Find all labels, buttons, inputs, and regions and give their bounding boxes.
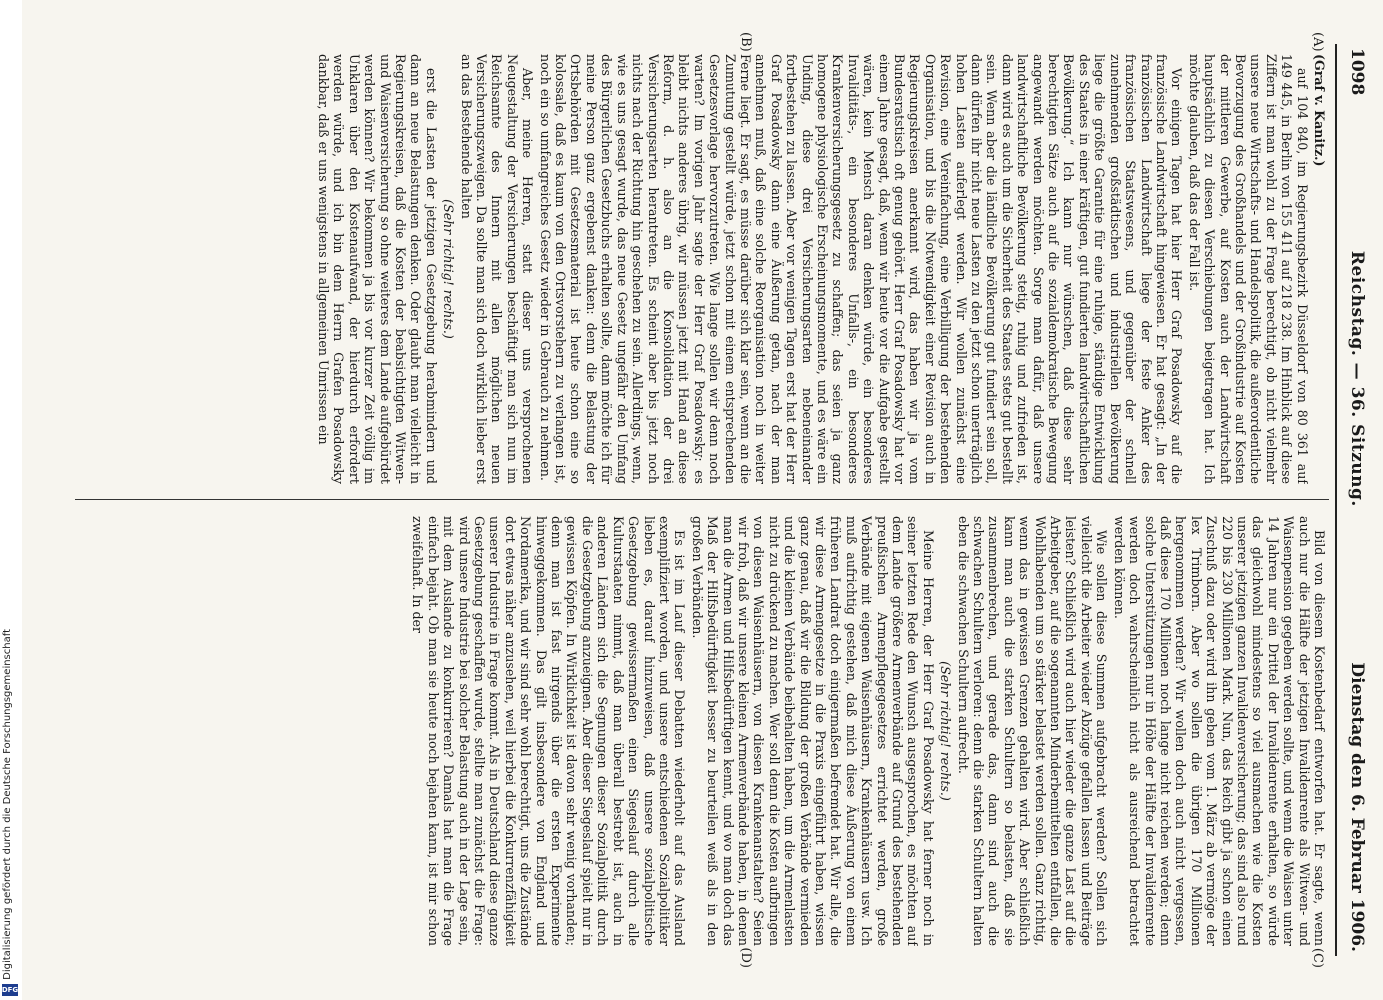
paragraph: Wie sollen diese Summen aufgebracht werden? Sollen sich vielleicht die Arbeiter wieder Abzüge gefallen lassen und Beiträge leisten? Schließlich wird auch hier wieder die ganze Last auf die Arbeitgeber, auf die sogenannten Minderbemittelten entfallen, die Wohlhabenden um so stärker belastet werden sollen. Ganz richtig, wenn das in gewissen Grenzen gehalten wird. Aber schließlich kann man auch die starken Schultern so belasten, daß sie zusammenbrechen, und gerade das, dann sind auch die schwachen Schultern verloren: denn die starken Schultern halten eben die schwachen Schultern aufrecht. xyxy=(955,516,1110,946)
page-header xyxy=(1339,48,1367,952)
margin-marker-a: (A) xyxy=(1310,32,1325,52)
header-rule xyxy=(1335,44,1337,956)
interjection: (Sehr richtig! rechts.) xyxy=(441,199,457,339)
left-column xyxy=(75,54,1327,484)
page-title: Reichstag. — 36. Sitzung. xyxy=(1347,250,1367,507)
paragraph: erst die Lasten der jetzigen Gesetzgebung herabmindern und dann an neue Belastungen denken. Oder glaubt man vielleicht in Regierungskreisen, daß die Kosten der beabsichtigten Witwen- und Waisenversicherung so ohne weiteres dem Lande aufgebürdet werden können? Wir bekommen ja bis vor kurzer Zeit völlig im Unklaren über den Kostenaufwand, der hierdurch erfordert werden würde, und ich bin dem Herrn Grafen Posadowsky dankbar, daß er uns wenigstens in allgemeinen Umrissen ein xyxy=(316,54,439,484)
page-number: 1098 xyxy=(1347,48,1367,96)
digitization-credit: Digitalisierung gefördert durch die Deutsche Forschungsgemeinschaft xyxy=(2,629,13,980)
dfg-logo: DFG xyxy=(1,986,19,994)
paragraph: Bild von diesem Kostenbedarf entworfen hat. Er sagte, wenn auch nur die Hälfte der jetzigen Invalidenrente als Witwen- und Waisenpension gegeben werden sollte, und wenn die Waisen unter 14 Jahren nur ein Drittel der Invalidenrente erhalten, so würde das gleichwohl mindestens so viel ausmachen wie die Kosten unserer jetzigen ganzen Invalidenversicherung; das sind also rund 220 bis 230 Millionen Mark. Nun, das Reich gibt ja schon einen Zuschuß dazu oder wird ihn geben vom 1. März ab vermöge der lex Trimborn. Aber wo sollen die übrigen 170 Millionen hergenommen werden? Wir wollen doch auch nicht vergessen, daß diese 170 Millionen noch lange nicht reichen werden; denn solche Unterstützungen nur in Höhe der Hälfte der Invalidenrente werden doch wahrscheinlich nicht als ausreichend betrachtet werden können. xyxy=(1111,516,1327,946)
paragraph: auf 104 840, im Regierungsbezirk Düsseldorf von 80 361 auf 149 445, in Berlin von 155 411 auf 218 238. Im Hinblick auf diese Ziffern ist man wohl zu der Frage berechtigt, ob nicht vielmehr unsere neue Wirtschafts- und Handelspolitik, die außerordentliche Bevorzugung des Großhandels und der Großindustrie auf Kosten der mittleren Gewerbe, auf Kosten auch der Landwirtschaft hauptsächlich zu diesen Verschiebungen beigetragen hat. Ich möchte glauben, daß das der Fall ist. xyxy=(1186,54,1310,484)
margin-marker-d: (D) xyxy=(738,947,753,968)
right-column xyxy=(75,516,1327,946)
digitization-sidebar xyxy=(0,0,22,1000)
interjection: (Sehr richtig! rechts.) xyxy=(938,661,954,801)
page-date: Dienstag den 6. Februar 1906. xyxy=(1347,662,1367,952)
paragraph: Es ist im Lauf dieser Debatten wiederholt auf das Ausland exemplifiziert worden, und unsere entschiedenen Sozialpolitiker lieben es, darauf hinzuweisen, daß unsere sozialpolitische Gesetzgebung gewissermaßen einen Siegeslauf durch alle Kulturstaaten nimmt, daß man überall bestrebt ist, auch in anderen Ländern sich die Segnungen dieser Sozialpolitik durch die Gesetzgebung anzueignen. Aber dieser Siegeslauf spielt nur in gewissen Köpfen. In Wirklichkeit ist davon sehr wenig vorhanden; denn man ist fast nirgends über die ersten Experimente hinweggekommen. Das gilt insbesondere von England und Nordamerika, und wir sind sehr wohl berechtigt, uns die Zustände dort etwas näher anzusehen, weil hierbei die Konkurrenzfähigkeit unserer Industrie in Frage kommt. Als in Deutschland diese ganze Gesetzgebung geschaffen wurde, stellte man zunächst die Frage: wird unsere Industrie bei solcher Belastung auch in der Lage sein, mit dem Auslande zu konkurrieren? Damals hat man die Frage einfach bejaht. Ob man sie heute noch bejahen kann, ist mir schon zweifelhaft. In der xyxy=(410,516,688,946)
margin-marker-c: (C) xyxy=(1310,947,1325,968)
margin-marker-b: (B) xyxy=(738,32,753,52)
paragraph: Meine Herren, der Herr Graf Posadowsky hat ferner noch in seiner letzten Rede den Wunsch ausgesprochen, es möchten auf dem Lande größere Armenverbände auf Grund des bestehenden preußischen Armenpflegegesetzes errichtet werden, große Verbände mit eigenen Waisenhäusern, Krankenhäusern usw. Ich muß aufrichtig gestehen, daß mich diese Äußerung von einem früheren Landrat doch einigermaßen befremdet hat. Wir alle, die wir diese Armengesetze in die Praxis eingeführt haben, wissen ganz genau, daß wir die Bildung der großen Verbände vermieden und die kleinen Verbände beibehalten haben, um die Armenlasten nicht zu drückend zu machen. Wer soll denn die Kosten aufbringen von diesen Waisenhäusern, von diesen Krankenanstalten? Seien wir froh, daß wir unsere kleinen Armenverbände haben, in denen man die Armen und Hilfsbedürftigen kennt, und wo man doch das Maß der Hilfsbedürftigkeit besser zu beurteilen weiß als in den großen Verbänden. xyxy=(689,516,936,946)
speaker-name: (Graf v. Kanitz.) xyxy=(1312,54,1327,167)
paragraph: Aber, meine Herren, statt dieser uns versprochenen Neugestaltung der Versicherungen beschäftigt man sich nun im Reichsamte des Innern mit allen möglichen neuen Versicherungszweigen. Da sollte man sich doch wirklich lieber erst an das Bestehende halten xyxy=(458,54,536,484)
paragraph: Vor einigen Tagen hat hier Herr Graf Posadowsky auf die französische Landwirtschaft hingewiesen. Er hat gesagt: „In der französischen Landwirtschaft liege der feste Anker des französischen Staatswesens, und gegenüber der schnell zunehmenden großstädtischen und industriellen Bevölkerung liege die größte Garantie für eine ruhige, ständige Entwicklung des Staates in einer kräftigen, gut fundierten landwirtschaftlichen Bevölkerung.“ Ich kann nur wünschen, daß diese sehr berechtigten Sätze auch auf die sozialdemokratische Bewegung angewandt werden möchten. Sorge man dafür, daß unsere landwirtschaftliche Bevölkerung stetig, ruhig und zufrieden ist, dann wird es auch um die Sicherheit des Staates stets gut bestellt sein. Wenn aber die ländliche Bevölkerung gut fundiert sein soll, dann dürfen ihr nicht neue Lasten zu den jetzt schon unerträglich hohen Lasten auferlegt werden. Wir wollen zunächst eine Revision, eine Vereinfachung, eine Verbilligung der bestehenden Organisation, und bis die Notwendigkeit einer Revision auch in Regierungskreisen anerkannt wird, das haben wir ja vom Bundesratstisch oft genug gehört. Herr Graf Posadowsky hat vor einem Jahre gesagt, daß, wenn wir heute vor die Aufgabe gestellt wären, kein Mensch daran denken würde, ein besonderes Invaliditäts-, ein besonderes Unfalls-, ein besonderes Krankenversicherungsgesetz zu schaffen; das seien ja ganz homogene physiologische Erscheinungsmomente, und es wäre ein Unding, diese drei Versicherungsarten nebeneinander fortbestehen zu lassen. Aber vor wenigen Tagen erst hat der Herr Graf Posadowsky dann eine Äußerung getan, nach der man annehmen muß, daß eine solche Reorganisation noch in weiter Ferne liegt. Er sagt, es müsse darüber sich klar sein, wenn an die Zumutung gestellt würde, jetzt schon mit einem entsprechenden Gesetzesvorlage hervorzutreten. Wie lange sollen wir denn noch warten? Im vorigen Jahr sagte der Herr Graf Posadowsky: es bleibt nichts anderes übrig, wir müssen jetzt mit Hand an diese Reform, d. h. also an die Konsolidation der drei Versicherungsarten herantreten. Es scheint aber bis jetzt noch nichts nach der Richtung hin geschehen zu sein. Allerdings, wenn, wie es uns gesagt wurde, das neue Gesetz ungefähr den Umfang des Bürgerlichen Gesetzbuchs erhalten sollte, dann möchte ich für meine Person ganz ergebenst danken: denn die Belastung der Ortsbehörden mit Gesetzesmaterial ist heute schon eine so kolossale, daß es kaum von den Ortsvorstehern zu verlangen ist, noch ein so umfangreiches Gesetz wieder in Gebrauch zu nehmen. xyxy=(537,54,1185,484)
document-page xyxy=(65,30,1375,970)
column-divider xyxy=(75,499,1329,500)
